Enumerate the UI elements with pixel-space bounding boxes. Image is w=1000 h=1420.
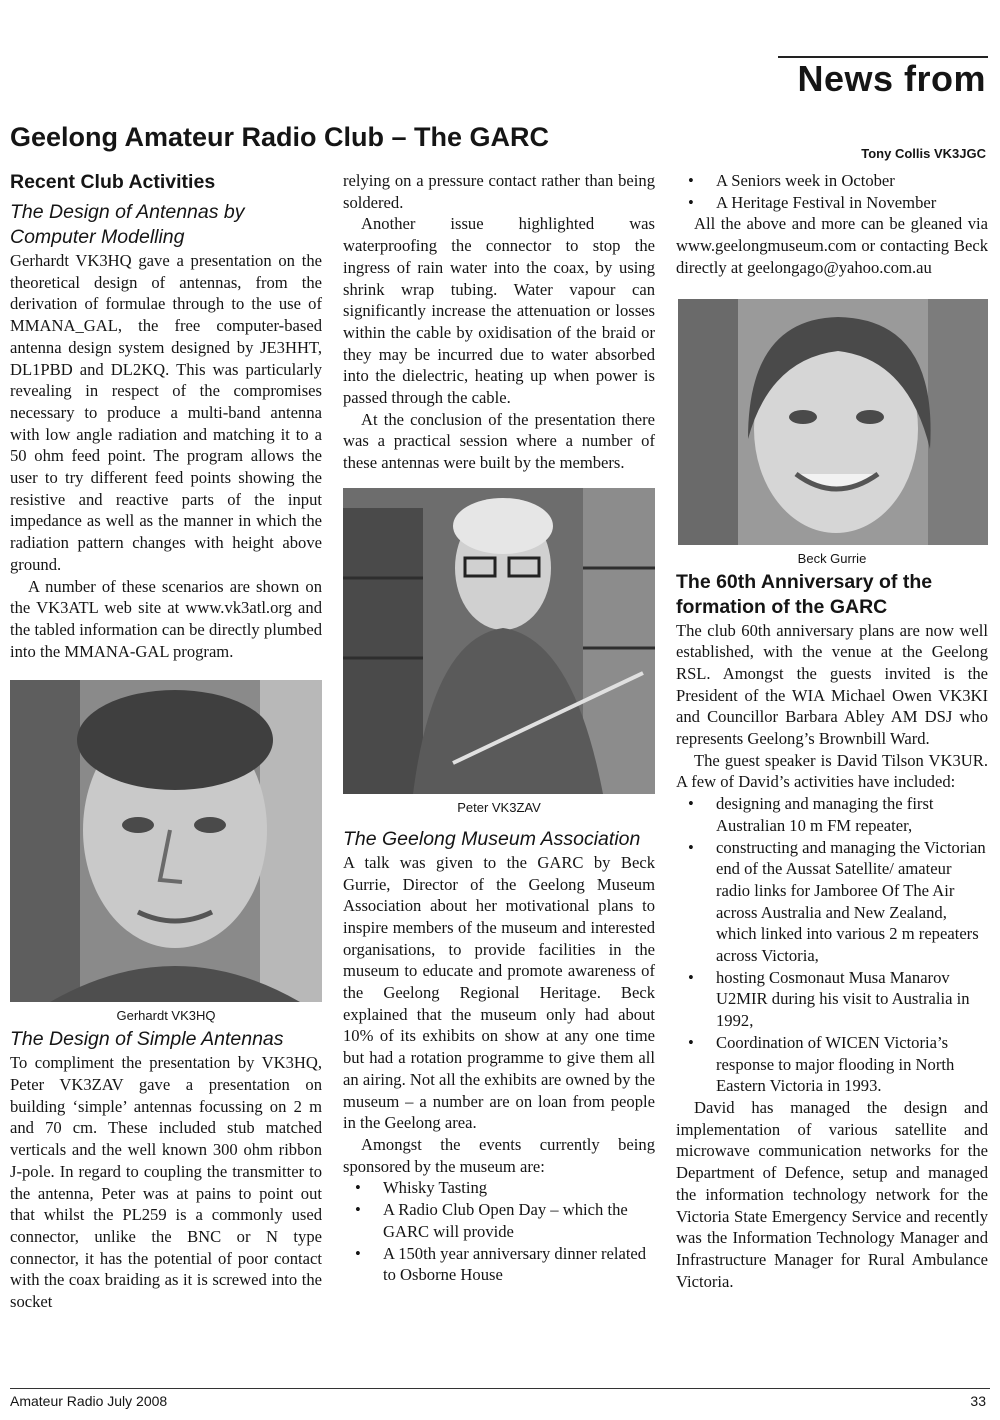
article-byline: Tony Collis VK3JGC: [861, 146, 986, 161]
article-title: Geelong Amateur Radio Club – The GARC: [10, 122, 550, 152]
footer-publication: Amateur Radio July 2008: [10, 1393, 168, 1409]
list-item: • A Seniors week in October: [676, 170, 988, 192]
list-item: • A Radio Club Open Day – which the GARC will provide: [343, 1199, 655, 1242]
paragraph: relying on a pressure contact rather than being soldered.: [343, 171, 655, 212]
paragraph: A talk was given to the GARC by Beck Gurrie, Director of the Geelong Museum Association about her motivational plans to inspire members of the museum and interested organisations, to provide facilities in the museum to educate and promote awareness of the Geelong Regional Heritage. Beck explained that the museum only had about 10% of its exhibits on show at any one time but had a rotation programme to give them all an airing. Not all the exhibits are owned by the museum – a number are on loan from people in the Geelong area.: [343, 852, 655, 1133]
events-list: [343, 1177, 655, 1286]
portrait-man-with-antenna-icon: [343, 488, 655, 794]
footer-rule: [10, 1388, 990, 1389]
paragraph: All the above and more can be gleaned via www.geelongmuseum.com or contacting Beck directly at geelongago@yahoo.com.au: [676, 214, 988, 277]
heading-recent-activities: Recent Club Activities: [10, 171, 216, 193]
paragraph: A number of these scenarios are shown on the VK3ATL web site at www.vk3atl.org and the tabled information can be directly plumbed into the MMANA-GAL program.: [10, 576, 322, 661]
paragraph: To compliment the presentation by VK3HQ, Peter VK3ZAV gave a presentation on building ‘simple’ antennas focussing on 2 m and 70 cm. These included stub matched verticals and the well known 300 ohm ribbon J-pole. In regard to coupling the transmitter to the antenna, Peter was at pains to point out that whilst the PL259 is a commonly used connector, unlike the BNC or N type connector, it has the potential of poor contact with the coax braiding as it is screwed into the socket: [10, 1053, 322, 1312]
heading-design-antennas: The Design of Antennas by Computer Modelling: [10, 201, 245, 248]
photo-peter: [343, 488, 655, 794]
photo-caption: Gerhardt VK3HQ: [116, 1008, 216, 1024]
photo-caption: Peter VK3ZAV: [457, 799, 541, 815]
column-1: [10, 170, 322, 1313]
list-item: • designing and managing the first Australian 10 m FM repeater,: [676, 793, 988, 836]
portrait-man-icon: [10, 680, 322, 1002]
column-3: [676, 170, 988, 1292]
activities-list: [676, 793, 988, 1097]
paragraph: Another issue highlighted was waterproofing the connector to stop the ingress of rain water into the coax, by using shrink wrap tubing. Water vapour can significantly increase the attenuation or losses within the cable by oxidisation of the braid or they may be incurred due to water absorbed into the dielectric, heating up when power is passed through the cable.: [343, 214, 655, 408]
section-heading: News from: [797, 58, 986, 99]
heading-museum: The Geelong Museum Association: [343, 827, 641, 850]
paragraph: The guest speaker is David Tilson VK3UR. A few of David’s activities have included:: [676, 750, 988, 792]
portrait-woman-icon: [678, 299, 988, 545]
paragraph: At the conclusion of the presentation there was a practical session where a number of these antennas were built by the members.: [343, 409, 655, 473]
list-item: • A 150th year anniversary dinner related to Osborne House: [343, 1243, 655, 1286]
list-item: • constructing and managing the Victorian end of the Aussat Satellite/ amateur radio links for Jamboree Of The Air across Australia and New Zealand, which linked into various 2 m repeaters across Victoria,: [676, 837, 988, 967]
paragraph: The club 60th anniversary plans are now well established, with the venue at the Geelong RSL. Amongst the guests invited is the President of the WIA Michael Owen VK3KI and Councillor Barbara Abley AM DSJ who represents Geelong’s Brownbill Ward.: [676, 620, 988, 749]
events-list-continued: [676, 170, 988, 213]
heading-simple-antennas: The Design of Simple Antennas: [10, 1028, 284, 1051]
list-item: • hosting Cosmonaut Musa Manarov U2MIR during his visit to Australia in 1992,: [676, 967, 988, 1032]
list-item: • Whisky Tasting: [343, 1177, 655, 1199]
list-item: • A Heritage Festival in November: [676, 192, 988, 214]
photo-gerhardt: [10, 680, 322, 1002]
list-item: • Coordination of WICEN Victoria’s response to major flooding in North Eastern Victoria in 1993.: [676, 1032, 988, 1097]
paragraph: Gerhardt VK3HQ gave a presentation on the theoretical design of antennas, from the derivation of formulae through to the use of MMANA_GAL, the free computer-based antenna design system designed by JE3HHT, DL1PBD and DL2KQ. This was particularly revealing in respect of the compromises necessary to produce a multi-band antenna with low angle radiation and matching it to a 50 ohm feed point. The program allows the user to try different feed points showing the resistive and reactive parts of the input impedance as well as the manner in which the radiation pattern changes with height above ground.: [10, 251, 322, 574]
photo-caption: Beck Gurrie: [797, 550, 867, 566]
page-number: 33: [970, 1393, 986, 1409]
heading-anniversary: The 60th Anniversary of the formation of the GARC: [676, 570, 933, 618]
paragraph: Amongst the events currently being sponsored by the museum are:: [343, 1134, 655, 1176]
paragraph: David has managed the design and implementation of various satellite and microwave communication networks for the Department of Defence, setup and managed the information technology network for the Victoria State Emergency Service and recently was the Information Technology Manager and Infrastructure Manager for Rural Ambulance Victoria.: [676, 1097, 988, 1291]
photo-beck: [678, 299, 988, 545]
column-2: [343, 170, 655, 1286]
